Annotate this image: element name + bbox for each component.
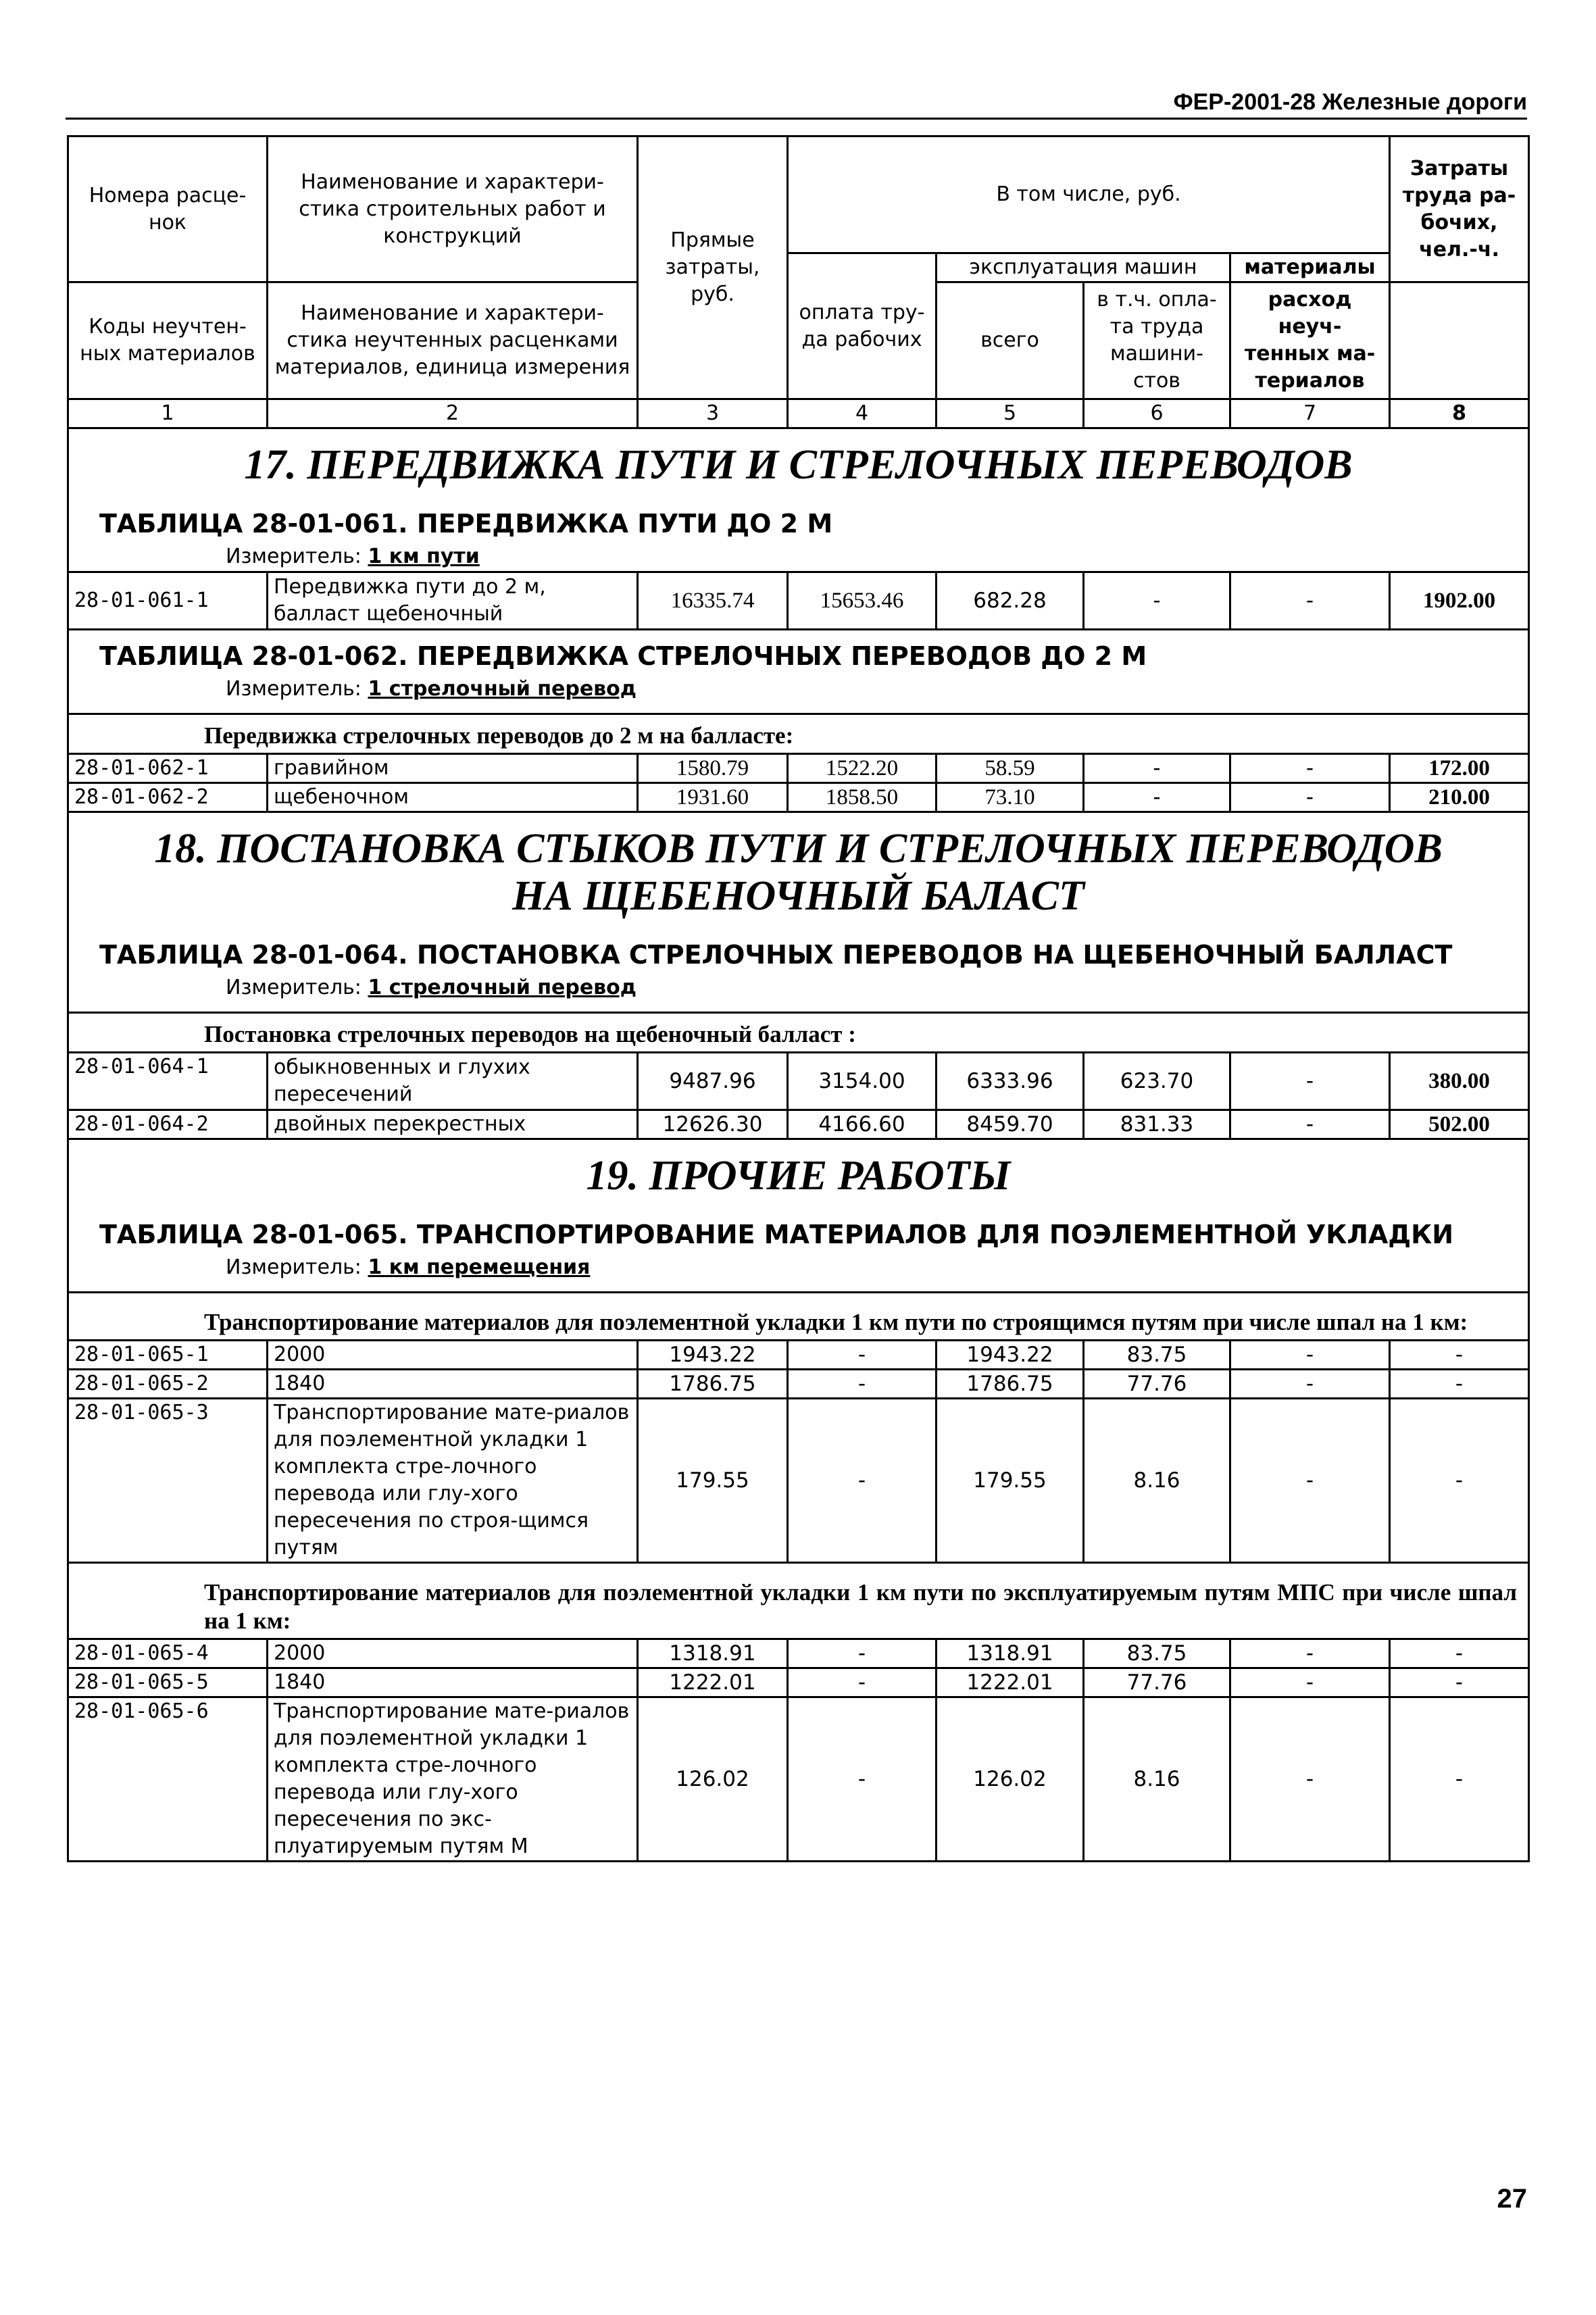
table-row [68, 754, 1529, 783]
labor-hours: - [1390, 1370, 1529, 1399]
page-number: 27 [1497, 2184, 1527, 2214]
materials-cost: - [1230, 754, 1390, 783]
rate-name: щебеночном [268, 783, 638, 812]
table-062-block [68, 630, 1529, 754]
machine-cost: 1222.01 [937, 1668, 1084, 1697]
machine-labor-cost: 83.75 [1084, 1639, 1230, 1668]
labor-cost: 1522.20 [788, 754, 937, 783]
in-total-header: В том числе, руб. [788, 136, 1390, 253]
materials-cost: - [1230, 572, 1390, 630]
machine-cost: 73.10 [937, 783, 1084, 812]
col8-header: Затраты труда ра-бочих, чел.-ч. [1390, 136, 1529, 282]
machine-labor-cost: - [1084, 572, 1230, 630]
col-number: 7 [1230, 399, 1390, 428]
rate-code: 28-01-062-1 [68, 754, 268, 783]
subheading-2-row [68, 1563, 1529, 1639]
machine-cost: 1318.91 [937, 1639, 1084, 1668]
rate-name: Транспортирование мате-риалов для поэлементной укладки 1 комплекта стре-лочного перевода или глу-хого пересечения по экс-плуатируемым путям М [268, 1697, 638, 1862]
labor-cost: - [788, 1639, 937, 1668]
labor-cost: - [788, 1668, 937, 1697]
table-row [68, 1110, 1529, 1139]
machine-labor-cost: - [1084, 754, 1230, 783]
labor-hours: - [1390, 1668, 1529, 1697]
direct-cost: 1318.91 [638, 1639, 788, 1668]
machine-cost: 682.28 [937, 572, 1084, 630]
table-title: ТАБЛИЦА 28-01-061. ПЕРЕДВИЖКА ПУТИ ДО 2 М [99, 509, 833, 539]
labor-hours: 502.00 [1390, 1110, 1529, 1139]
machine-cost: 6333.96 [937, 1053, 1084, 1110]
section-title: 18. ПОСТАНОВКА СТЫКОВ ПУТИ И СТРЕЛОЧНЫХ ПЕРЕВОДОВ НА ЩЕБЕНОЧНЫЙ БАЛАСТ [154, 826, 1443, 919]
col1-bottom-header: Коды неучтен-ных материалов [68, 282, 268, 399]
machine-labor-cost: 77.76 [1084, 1370, 1230, 1399]
subheading: Передвижка стрелочных переводов до 2 м на балласте: [204, 722, 794, 749]
col4-header: оплата тру-да рабочих [788, 253, 937, 399]
rate-code: 28-01-061-1 [68, 572, 268, 630]
machine-labor-cost: 77.76 [1084, 1668, 1230, 1697]
materials-cost: - [1230, 1370, 1390, 1399]
direct-cost: 9487.96 [638, 1053, 788, 1110]
table-row [68, 1697, 1529, 1862]
machine-cost: 8459.70 [937, 1110, 1084, 1139]
materials-cost: - [1230, 1639, 1390, 1668]
section-title: 19. ПРОЧИЕ РАБОТЫ [586, 1153, 1011, 1199]
machine-cost: 1943.22 [937, 1341, 1084, 1370]
running-header: ФЕР-2001-28 Железные дороги [66, 86, 1527, 120]
labor-hours: - [1390, 1697, 1529, 1862]
rate-code: 28-01-064-1 [68, 1053, 268, 1110]
rate-code: 28-01-062-2 [68, 783, 268, 812]
table-row [68, 1668, 1529, 1697]
col-number: 6 [1084, 399, 1230, 428]
labor-hours: - [1390, 1341, 1529, 1370]
measure-label: Измеритель: [226, 1255, 361, 1279]
labor-cost: - [788, 1370, 937, 1399]
labor-hours: 1902.00 [1390, 572, 1529, 630]
col1-top-header: Номера расце-нок [68, 136, 268, 282]
col-number: 8 [1390, 399, 1529, 428]
col-number: 1 [68, 399, 268, 428]
table-row [68, 1639, 1529, 1668]
rate-name: Передвижка пути до 2 м, балласт щебеночный [268, 572, 638, 630]
col-number: 2 [268, 399, 638, 428]
machine-labor-cost: 623.70 [1084, 1053, 1230, 1110]
direct-cost: 1931.60 [638, 783, 788, 812]
materials-cost: - [1230, 783, 1390, 812]
section-title: 17. ПЕРЕДВИЖКА ПУТИ И СТРЕЛОЧНЫХ ПЕРЕВОДОВ [244, 442, 1353, 488]
machine-labor-cost: 831.33 [1084, 1110, 1230, 1139]
col-number: 3 [638, 399, 788, 428]
rate-name: двойных перекрестных [268, 1110, 638, 1139]
direct-cost: 126.02 [638, 1697, 788, 1862]
col-number: 4 [788, 399, 937, 428]
rate-code: 28-01-065-2 [68, 1370, 268, 1399]
measure-line [69, 1253, 1528, 1282]
machine-labor-cost: - [1084, 783, 1230, 812]
subheading: Транспортирование материалов для поэлементной укладки 1 км пути по эксплуатируемым путям МПС при числе шпал на 1 км: [204, 1579, 1517, 1634]
materials-cost: - [1230, 1341, 1390, 1370]
labor-cost: 15653.46 [788, 572, 937, 630]
col7-header: расход неуч-тенных ма-териалов [1230, 282, 1390, 399]
measure-line [69, 543, 1528, 571]
rate-code: 28-01-065-5 [68, 1668, 268, 1697]
subheading: Постановка стрелочных переводов на щебеночный балласт : [204, 1021, 856, 1047]
measure-value: 1 км перемещения [368, 1255, 591, 1279]
rate-code: 28-01-064-2 [68, 1110, 268, 1139]
col8-header-blank [1390, 282, 1529, 399]
col5-header: всего [937, 282, 1084, 399]
labor-hours: 380.00 [1390, 1053, 1529, 1110]
rate-name: гравийном [268, 754, 638, 783]
direct-cost: 12626.30 [638, 1110, 788, 1139]
materials-cost: - [1230, 1668, 1390, 1697]
rate-code: 28-01-065-4 [68, 1639, 268, 1668]
machine-cost: 179.55 [937, 1399, 1084, 1563]
section-19-block [68, 1139, 1529, 1341]
table-row [68, 783, 1529, 812]
labor-hours: - [1390, 1639, 1529, 1668]
rate-name: обыкновенных и глухих пересечений [268, 1053, 638, 1110]
machine-labor-cost: 83.75 [1084, 1341, 1230, 1370]
col-number: 5 [937, 399, 1084, 428]
machines-header: эксплуатация машин [937, 253, 1230, 282]
rate-name: 1840 [268, 1668, 638, 1697]
table-title: ТАБЛИЦА 28-01-064. ПОСТАНОВКА СТРЕЛОЧНЫХ ПЕРЕВОДОВ НА ЩЕБЕНОЧНЫЙ БАЛЛАСТ [99, 940, 1453, 970]
col2-top-header: Наименование и характери-стика строительных работ и конструкций [268, 136, 638, 282]
measure-line [69, 675, 1528, 703]
section-18-block [68, 812, 1529, 1053]
machine-labor-cost: 8.16 [1084, 1697, 1230, 1862]
direct-cost: 1580.79 [638, 754, 788, 783]
machine-cost: 58.59 [937, 754, 1084, 783]
materials-cost: - [1230, 1053, 1390, 1110]
column-number-row [68, 399, 1529, 428]
materials-cost: - [1230, 1697, 1390, 1862]
table-row [68, 1341, 1529, 1370]
labor-cost: 1858.50 [788, 783, 937, 812]
section-17-block [68, 428, 1529, 572]
measure-line [69, 974, 1528, 1002]
col6-header: в т.ч. опла-та труда машини-стов [1084, 282, 1230, 399]
labor-cost: 4166.60 [788, 1110, 937, 1139]
col3-header: Прямые затраты, руб. [638, 136, 788, 399]
direct-cost: 179.55 [638, 1399, 788, 1563]
direct-cost: 16335.74 [638, 572, 788, 630]
labor-cost: 3154.00 [788, 1053, 937, 1110]
materials-cost: - [1230, 1110, 1390, 1139]
rate-code: 28-01-065-1 [68, 1341, 268, 1370]
rate-code: 28-01-065-6 [68, 1697, 268, 1862]
measure-value: 1 км пути [368, 545, 480, 568]
machine-labor-cost: 8.16 [1084, 1399, 1230, 1563]
rate-name: 2000 [268, 1639, 638, 1668]
rate-name: 2000 [268, 1341, 638, 1370]
rate-name: 1840 [268, 1370, 638, 1399]
direct-cost: 1222.01 [638, 1668, 788, 1697]
rate-name: Транспортирование мате-риалов для поэлементной укладки 1 комплекта стре-лочного перевода или глу-хого пересечения по строя-щимся путям [268, 1399, 638, 1563]
table-row [68, 1399, 1529, 1563]
machine-cost: 1786.75 [937, 1370, 1084, 1399]
materials-cost: - [1230, 1399, 1390, 1563]
rates-table [67, 135, 1530, 1862]
labor-hours: - [1390, 1399, 1529, 1563]
measure-label: Измеритель: [226, 545, 361, 568]
col2-bottom-header: Наименование и характери-стика неучтенных расценками материалов, единица измерения [268, 282, 638, 399]
header-row-top [68, 136, 1529, 253]
labor-hours: 172.00 [1390, 754, 1529, 783]
measure-label: Измеритель: [226, 677, 361, 701]
rate-code: 28-01-065-3 [68, 1399, 268, 1563]
table-title: ТАБЛИЦА 28-01-062. ПЕРЕДВИЖКА СТРЕЛОЧНЫХ ПЕРЕВОДОВ ДО 2 М [99, 641, 1147, 671]
machine-cost: 126.02 [937, 1697, 1084, 1862]
table-row [68, 1053, 1529, 1110]
subheading: Транспортирование материалов для поэлементной укладки 1 км пути по строящимся путям при числе шпал на 1 км: [204, 1309, 1468, 1335]
measure-label: Измеритель: [226, 976, 361, 999]
direct-cost: 1786.75 [638, 1370, 788, 1399]
labor-cost: - [788, 1697, 937, 1862]
table-title: ТАБЛИЦА 28-01-065. ТРАНСПОРТИРОВАНИЕ МАТЕРИАЛОВ ДЛЯ ПОЭЛЕМЕНТНОЙ УКЛАДКИ [99, 1220, 1454, 1249]
measure-value: 1 стрелочный перевод [368, 677, 637, 701]
labor-cost: - [788, 1399, 937, 1563]
labor-hours: 210.00 [1390, 783, 1529, 812]
direct-cost: 1943.22 [638, 1341, 788, 1370]
table-row [68, 1370, 1529, 1399]
materials-header: материалы [1230, 253, 1390, 282]
measure-value: 1 стрелочный перевод [368, 976, 637, 999]
table-row [68, 572, 1529, 630]
labor-cost: - [788, 1341, 937, 1370]
